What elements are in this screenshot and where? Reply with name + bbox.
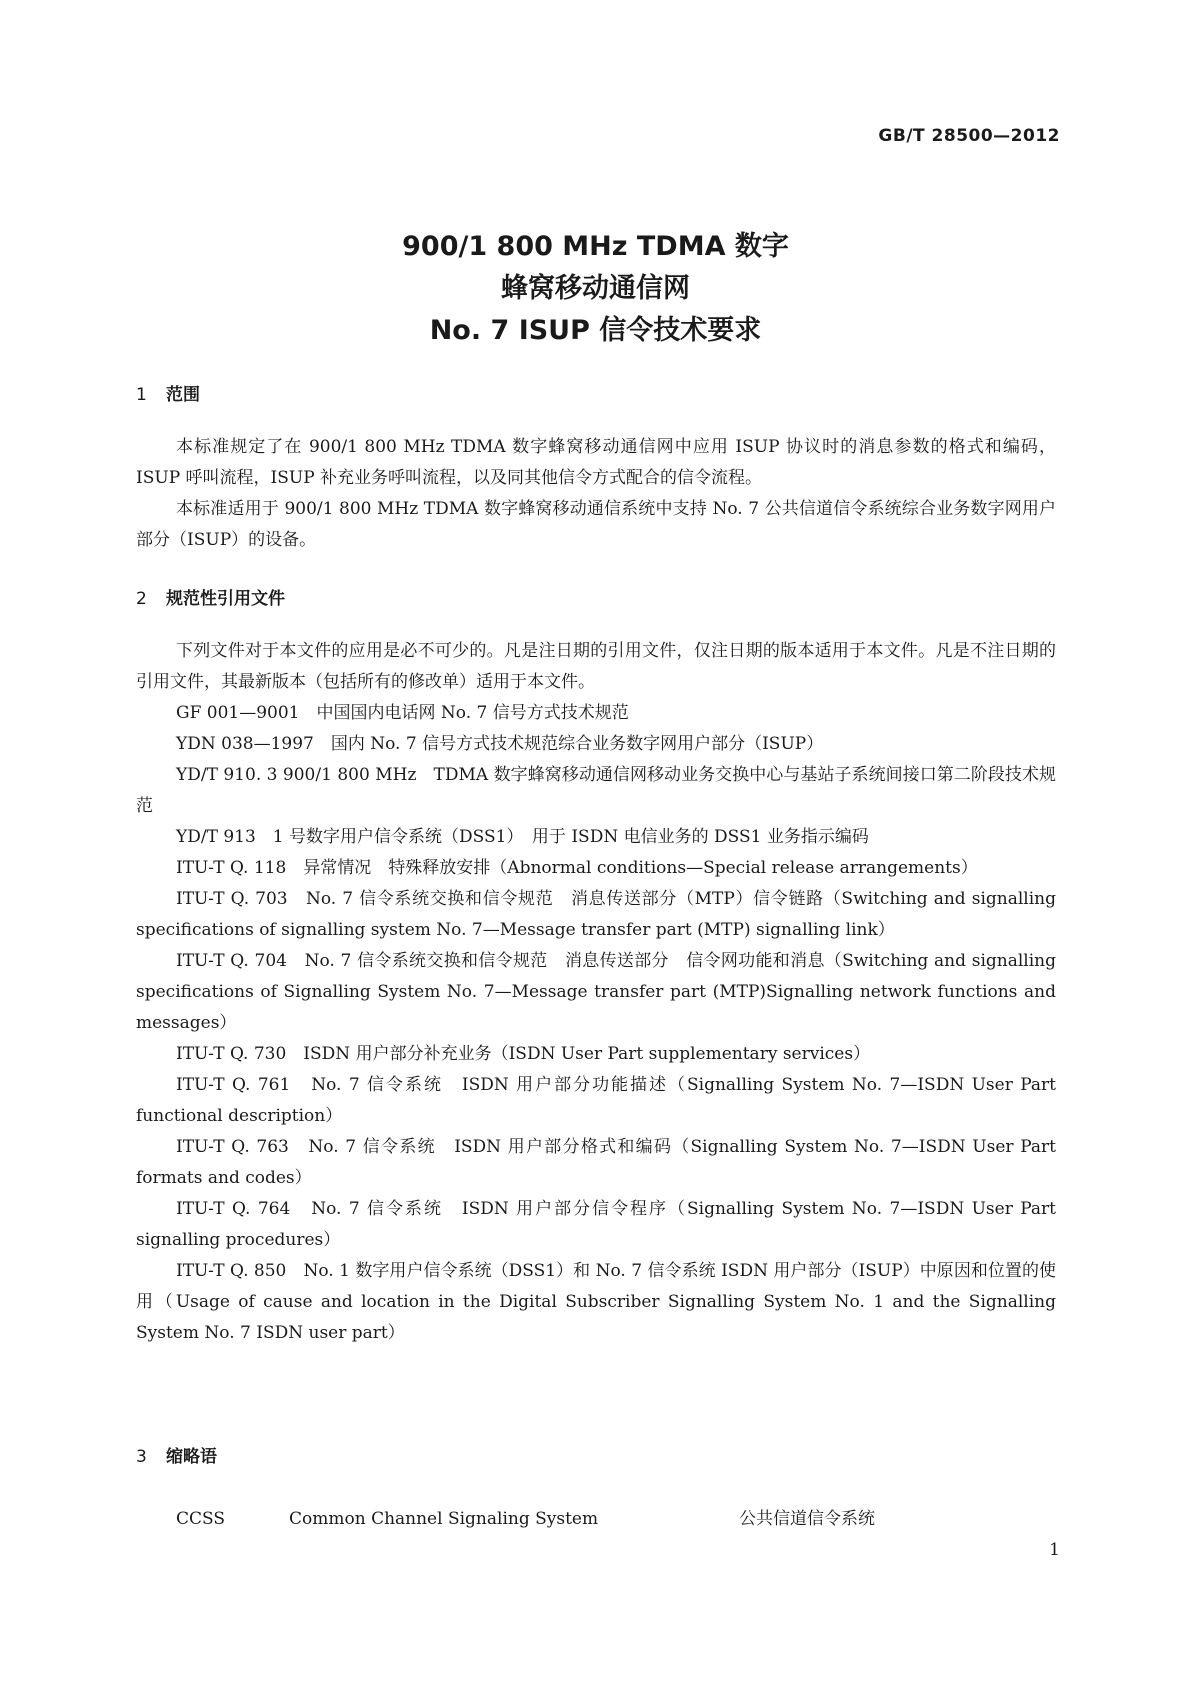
title-line-1: 900/1 800 MHz TDMA 数字 (402, 231, 789, 262)
section-title: 规范性引用文件 (166, 589, 285, 609)
document-title (0, 226, 1191, 352)
section-1-body (136, 432, 1056, 556)
reference-item: ITU-T Q. 118 异常情况 特殊释放安排（Abnormal conditions—Special release arrangements） (176, 858, 978, 878)
title-line-3: No. 7 ISUP 信令技术要求 (429, 315, 762, 346)
abbreviation-term: CCSS (176, 1509, 226, 1529)
section-title: 范围 (166, 385, 200, 405)
section-2-body (136, 636, 1056, 1349)
reference-item: ITU-T Q. 730 ISDN 用户部分补充业务（ISDN User Part supplementary services） (176, 1044, 871, 1064)
reference-item: ITU-T Q. 763 No. 7 信令系统 ISDN 用户部分格式和编码（Signalling System No. 7—ISDN User Part formats and codes） (136, 1137, 1056, 1188)
section-2-heading (136, 584, 285, 609)
abbreviation-row (176, 1504, 875, 1535)
paragraph: 本标准规定了在 900/1 800 MHz TDMA 数字蜂窝移动通信网中应用 ISUP 协议时的消息参数的格式和编码，ISUP 呼叫流程，ISUP 补充业务呼叫流程，以及同其他信令方式配合的信令流程。 (136, 437, 1056, 488)
reference-item: YD/T 913 1 号数字用户信令系统（DSS1） 用于 ISDN 电信业务的 DSS1 业务指示编码 (176, 827, 869, 847)
standard-code: GB/T 28500—2012 (878, 126, 1060, 146)
reference-item: ITU-T Q. 850 No. 1 数字用户信令系统（DSS1）和 No. 7 信令系统 ISDN 用户部分（ISUP）中原因和位置的使用（Usage of cause and location in the Digital Subscriber Signalling System No. 1 and the Signalling System No. 7 ISDN user part） (136, 1261, 1056, 1343)
page-number: 1 (1049, 1540, 1060, 1560)
reference-item: ITU-T Q. 761 No. 7 信令系统 ISDN 用户部分功能描述（Signalling System No. 7—ISDN User Part functional description） (136, 1075, 1056, 1126)
paragraph: 下列文件对于本文件的应用是必不可少的。凡是注日期的引用文件，仅注日期的版本适用于本文件。凡是不注日期的引用文件，其最新版本（包括所有的修改单）适用于本文件。 (136, 641, 1056, 692)
reference-item: YD/T 910. 3 900/1 800 MHz TDMA 数字蜂窝移动通信网移动业务交换中心与基站子系统间接口第二阶段技术规范 (136, 765, 1056, 816)
reference-item: ITU-T Q. 764 No. 7 信令系统 ISDN 用户部分信令程序（Signalling System No. 7—ISDN User Part signalling procedures） (136, 1199, 1056, 1250)
reference-item: ITU-T Q. 703 No. 7 信令系统交换和信令规范 消息传送部分（MTP）信令链路（Switching and signalling specifications of signalling system No. 7—Message transfer part (MTP) signalling link） (136, 889, 1056, 940)
section-number: 3 (136, 1447, 147, 1467)
section-number: 2 (136, 589, 147, 609)
abbreviation-english: Common Channel Signaling System (289, 1509, 599, 1529)
section-title: 缩略语 (166, 1447, 217, 1467)
section-1-heading (136, 380, 200, 405)
abbreviation-chinese: 公共信道信令系统 (739, 1509, 875, 1529)
reference-item: GF 001—9001 中国国内电话网 No. 7 信号方式技术规范 (176, 703, 629, 723)
section-number: 1 (136, 385, 147, 405)
title-line-2: 蜂窝移动通信网 (501, 273, 690, 304)
section-3-heading (136, 1442, 217, 1467)
reference-item: YDN 038—1997 国内 No. 7 信号方式技术规范综合业务数字网用户部分（ISUP） (176, 734, 824, 754)
paragraph: 本标准适用于 900/1 800 MHz TDMA 数字蜂窝移动通信系统中支持 No. 7 公共信道信令系统综合业务数字网用户部分（ISUP）的设备。 (136, 499, 1056, 550)
reference-item: ITU-T Q. 704 No. 7 信令系统交换和信令规范 消息传送部分 信令网功能和消息（Switching and signalling specifications of Signalling System No. 7—Message transfer part (MTP)Signalling network functions and messages） (136, 951, 1056, 1033)
